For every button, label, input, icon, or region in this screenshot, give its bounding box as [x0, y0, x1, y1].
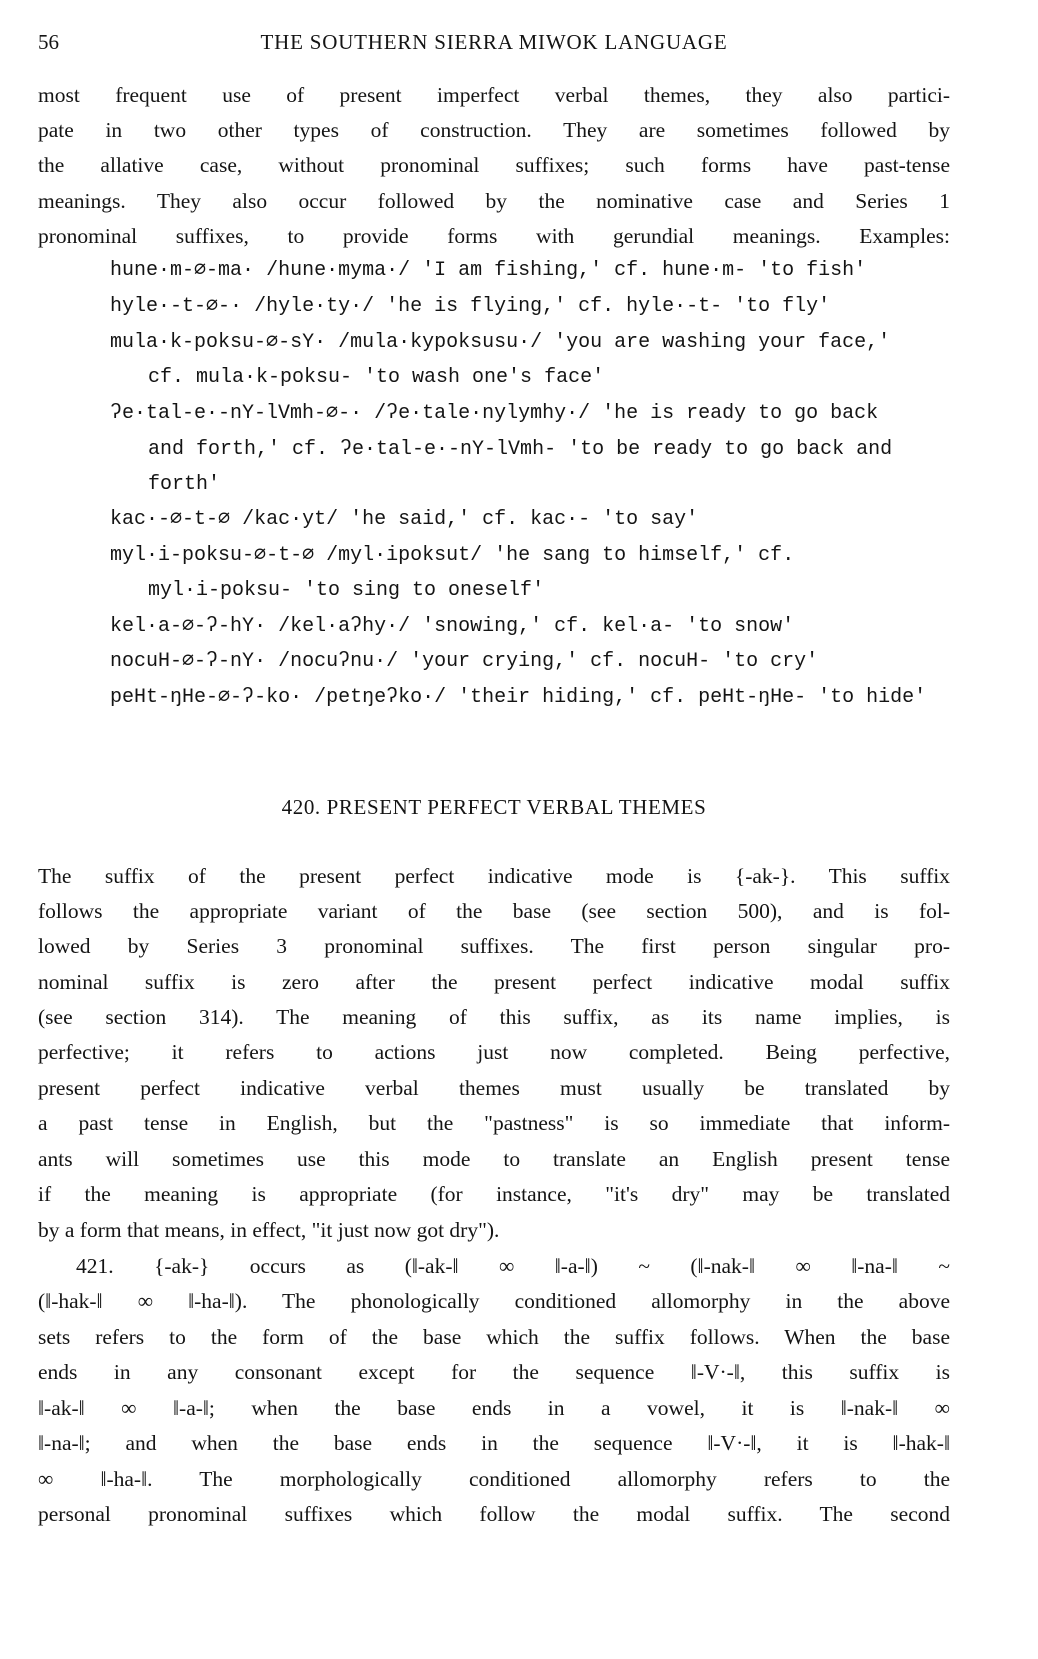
example-line: forth' — [148, 473, 221, 496]
example-line: kel·a-∅-ʔ-hY· /kel·aʔhy·/ 'snowing,' cf. kel·a- 'to snow' — [110, 615, 795, 638]
body-line: ‖-ak-‖ ∞ ‖-a-‖; when the base ends in a vowel, it is ‖-nak-‖ ∞ — [38, 1396, 950, 1420]
example-line: myl·i-poksu-∅-t-∅ /myl·ipoksut/ 'he sang to himself,' cf. — [110, 544, 795, 567]
example-line: and forth,' cf. ʔe·tal-e·-nY-lVmh- 'to be ready to go back and — [148, 438, 893, 461]
body-line: personal pronominal suffixes which follow the modal suffix. The second — [38, 1502, 950, 1526]
body-line: present perfect indicative verbal themes must usually be translated by — [38, 1076, 950, 1100]
example-line: peHt-ŋHe-∅-ʔ-ko· /petŋeʔko·/ 'their hiding,' cf. peHt-ŋHe- 'to hide' — [110, 686, 927, 709]
page-number: 56 — [38, 30, 59, 54]
intro-line: pate in two other types of construction. They are sometimes followed by — [38, 118, 950, 142]
body-line: nominal suffix is zero after the present perfect indicative modal suffix — [38, 970, 950, 994]
body-line: perfective; it refers to actions just now completed. Being perfective, — [38, 1040, 950, 1064]
body-line: ‖-na-‖; and when the base ends in the sequence ‖-V·-‖, it is ‖-hak-‖ — [38, 1431, 950, 1455]
body-line: ∞ ‖-ha-‖. The morphologically conditioned allomorphy refers to the — [38, 1467, 950, 1491]
body-line: The suffix of the present perfect indicative mode is {-ak-}. This suffix — [38, 864, 950, 888]
example-line: hune·m-∅-ma· /hune·myma·/ 'I am fishing,' cf. hune·m- 'to fish' — [110, 259, 867, 282]
example-line: kac·-∅-t-∅ /kac·yt/ 'he said,' cf. kac·- 'to say' — [110, 508, 699, 531]
intro-line: pronominal suffixes, to provide forms with gerundial meanings. Examples: — [38, 224, 950, 248]
example-line: hyle·-t-∅-· /hyle·ty·/ 'he is flying,' cf. hyle·-t- 'to fly' — [110, 295, 831, 318]
example-line: ʔe·tal-e·-nY-lVmh-∅-· /ʔe·tale·nylymhy·/ 'he is ready to go back — [110, 402, 879, 425]
body-line: lowed by Series 3 pronominal suffixes. The first person singular pro- — [38, 934, 950, 958]
example-line: nocuH-∅-ʔ-nY· /nocuʔnu·/ 'your crying,' cf. nocuH- 'to cry' — [110, 650, 819, 673]
example-line: myl·i-poksu- 'to sing to oneself' — [148, 579, 545, 602]
example-line: mula·k-poksu-∅-sY· /mula·kypoksusu·/ 'you are washing your face,' — [110, 331, 891, 354]
body-line: a past tense in English, but the "pastness" is so immediate that inform- — [38, 1111, 950, 1135]
body-line: ends in any consonant except for the sequence ‖-V·-‖, this suffix is — [38, 1360, 950, 1384]
body-line: if the meaning is appropriate (for instance, "it's dry" may be translated — [38, 1182, 950, 1206]
section-heading: 420. PRESENT PERFECT VERBAL THEMES — [281, 795, 707, 819]
intro-line: the allative case, without pronominal suffixes; such forms have past-tense — [38, 153, 950, 177]
running-title: THE SOUTHERN SIERRA MIWOK LANGUAGE — [260, 30, 728, 54]
intro-line: most frequent use of present imperfect verbal themes, they also partici- — [38, 83, 950, 107]
body-line: 421. {-ak-} occurs as (‖-ak-‖ ∞ ‖-a-‖) ~ (‖-nak-‖ ∞ ‖-na-‖ ~ — [76, 1254, 950, 1278]
example-line: cf. mula·k-poksu- 'to wash one's face' — [148, 366, 605, 389]
page-header — [38, 30, 950, 60]
body-line: (‖-hak-‖ ∞ ‖-ha-‖). The phonologically conditioned allomorphy in the above — [38, 1289, 950, 1313]
body-line: (see section 314). The meaning of this suffix, as its name implies, is — [38, 1005, 950, 1029]
body-line: sets refers to the form of the base which the suffix follows. When the base — [38, 1325, 950, 1349]
body-line: by a form that means, in effect, "it just now got dry"). — [38, 1218, 500, 1242]
body-line: ants will sometimes use this mode to translate an English present tense — [38, 1147, 950, 1171]
body-line: follows the appropriate variant of the base (see section 500), and is fol- — [38, 899, 950, 923]
intro-line: meanings. They also occur followed by the nominative case and Series 1 — [38, 189, 950, 213]
